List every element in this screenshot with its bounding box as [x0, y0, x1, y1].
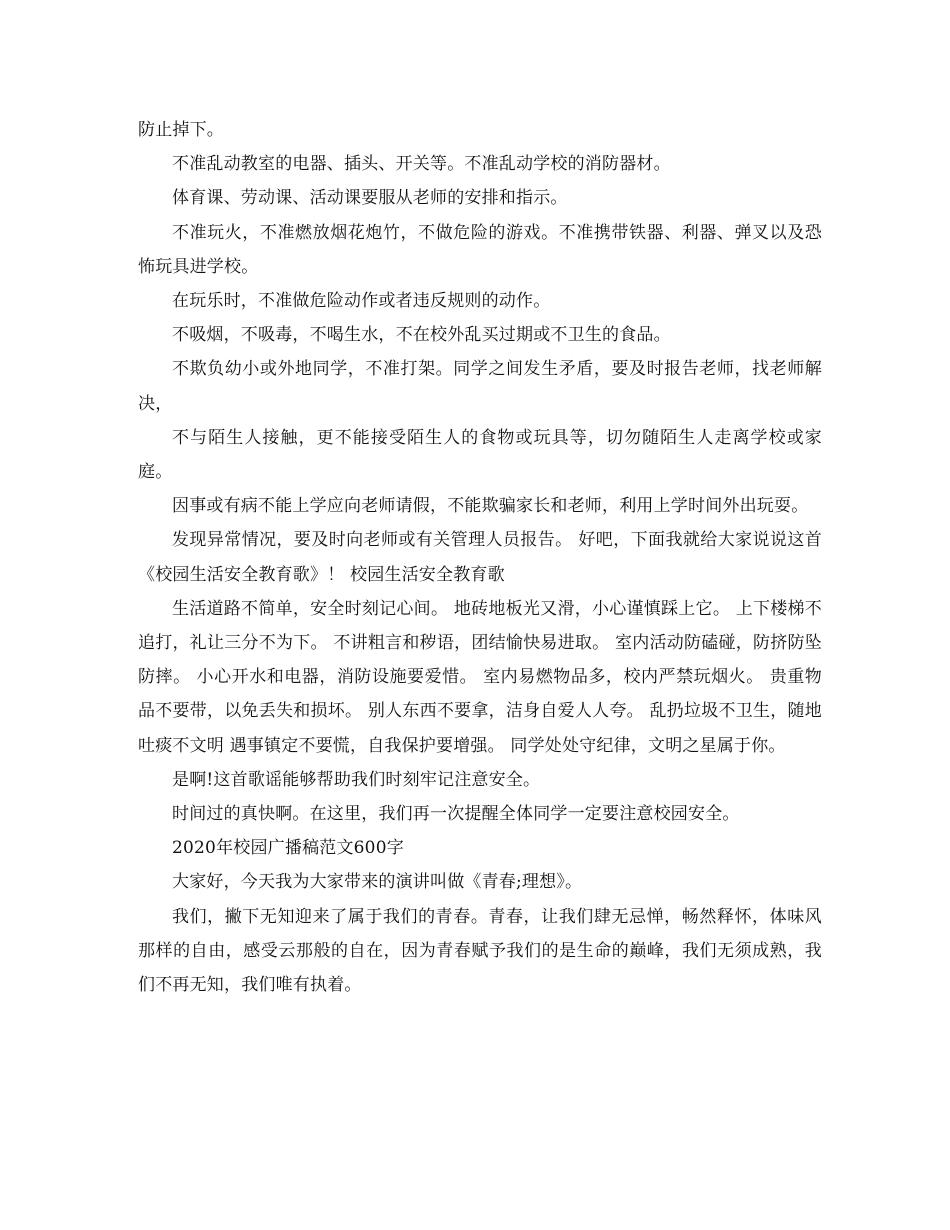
paragraph: 时间过的真快啊。在这里，我们再一次提醒全体同学一定要注意校园安全。 [172, 804, 740, 825]
paragraph: 不与陌生人接触，更不能接受陌生人的食物或玩具等，切勿随陌生人走离学校或家庭。 [138, 427, 822, 483]
paragraph: 在玩乐时，不准做危险动作或者违反规则的动作。 [172, 291, 551, 312]
paragraph: 不准玩火，不准燃放烟花炮竹，不做危险的游戏。不准携带铁器、利器、弹叉以及恐怖玩具进学校。 [138, 222, 822, 277]
paragraph: 发现异常情况，要及时向老师或有关管理人员报告。 好吧，下面我就给大家说说这首《校园生活安全教育歌》！ 校园生活安全教育歌 [138, 530, 822, 585]
song-lyrics-paragraph: 生活道路不简单，安全时刻记心间。 地砖地板光又滑，小心谨慎踩上它。 上下楼梯不追打，礼让三分不为下。 不讲粗言和秽语，团结愉快易进取。 室内活动防磕碰，防挤防坠防摔。 小心开水和电器，消防设施要爱惜。 室内易燃物品多，校内严禁玩烟火。 贵重物品不要带，以免丢失和损坏。 别人东西不要拿，洁身自爱人人夸。 乱扔垃圾不卫生，随地吐痰不文明 遇事镇定不要慌，自我保护要增强。 同学处处守纪律，文明之星属于你。 [138, 598, 822, 756]
paragraph: 不欺负幼小或外地同学，不准打架。同学之间发生矛盾，要及时报告老师，找老师解决， [138, 359, 822, 414]
paragraph: 大家好，今天我为大家带来的演讲叫做《青春;理想》。 [172, 872, 583, 893]
paragraph: 因事或有病不能上学应向老师请假，不能欺骗家长和老师，利用上学时间外出玩耍。 [172, 496, 809, 517]
paragraph: 不吸烟，不吸毒，不喝生水，不在校外乱买过期或不卫生的食品。 [172, 325, 671, 346]
document-body [138, 113, 822, 1002]
paragraph: 体育课、劳动课、活动课要服从老师的安排和指示。 [172, 188, 568, 209]
paragraph: 不准乱动教室的电器、插头、开关等。不准乱动学校的消防器材。 [172, 154, 671, 175]
paragraph: 是啊!这首歌谣能够帮助我们时刻牢记注意安全。 [172, 769, 541, 790]
section-heading: 2020年校园广播稿范文600字 [172, 838, 404, 859]
paragraph: 我们，撇下无知迎来了属于我们的青春。青春，让我们肆无忌惮，畅然释怀，体味风那样的自由，感受云那般的自在，因为青春赋予我们的是生命的巅峰，我们无须成熟，我们不再无知，我们唯有执着。 [138, 906, 822, 996]
paragraph-continuation: 防止掉下。 [138, 120, 224, 140]
